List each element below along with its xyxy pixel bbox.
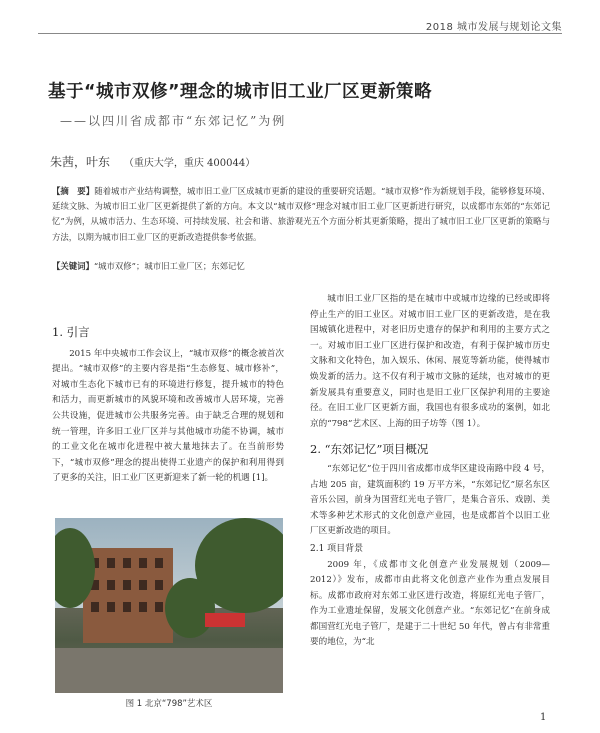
- abstract-text: 随着城市产业结构调整，城市旧工业厂区成城市更新的建设的重要研究话题。“城市双修”作为新规划手段，能够修复环境、延续文脉、为城市旧工业厂区更新提供了新的方向。本文以“城市双修”理念对城市旧工业厂区更新进行研究，以成都市东郊的“东郊记忆”为例，从城市活力、生态环境、可持续发展、社会和谐、旅游观光五个方面分析其更新策略，提出了城市旧工业厂区更新的策略与方法，以期为城市旧工业厂区的更新改造提供参考依据。: [52, 186, 550, 242]
- page-number: 1: [540, 712, 547, 723]
- photo-banner: [205, 613, 245, 627]
- section-2-1-heading: 2.1 项目背景: [310, 543, 364, 554]
- abstract-label: 【摘 要】: [52, 186, 95, 196]
- intro-continued-paragraph: 城市旧工业厂区指的是在城市中或城市边缘的已经或即将停止生产的旧工业区。对城市旧工业厂区的更新改造，是在我国城镇化进程中，对老旧历史遗存的保护和利用的主要方式之一。对城市旧工业厂区进行保护和改造，有利于保护城市历史文脉和文化特色，加入娱乐、休闲、展览等新功能，使得城市焕发新的活力。这不仅有利于城市文脉的延续，也对城市的更新发展具有重要意义，同时也是旧工业厂区保护利用的主要途径。在旧工业厂区更新方面，我国也有很多成功的案例，如北京的“798”艺术区、上海的田子坊等（图 1）。: [310, 294, 550, 429]
- running-title: 2018 城市发展与规划论文集: [425, 22, 562, 33]
- photo-tree: [165, 578, 215, 638]
- keywords-label: 【关键词】: [52, 261, 94, 271]
- keywords-text: “城市双修”；城市旧工业厂区；东郊记忆: [93, 261, 245, 271]
- right-column: [310, 292, 550, 651]
- abstract: [52, 184, 550, 245]
- author-affiliation: （重庆大学，重庆 400044）: [123, 158, 256, 169]
- figure-798-photo: [55, 518, 283, 693]
- left-column: [52, 325, 284, 487]
- author-names: 朱茜，叶东: [50, 155, 111, 169]
- photo-street: [55, 648, 283, 693]
- paper-subtitle: ——以四川省成都市“东郊记忆”为例: [60, 114, 287, 128]
- running-header: [0, 8, 600, 42]
- section-2-heading: 2. “东郊记忆”项目概况: [310, 442, 429, 457]
- keywords: [52, 260, 550, 272]
- section-2-1-paragraph: 2009 年，《成都市文化创意产业发展规划（2009—2012）》发布，成都市由此将文化创意产业作为重点发展目标。成都市政府对东郊工业区进行改造，将原红光电子管厂，作为工业遗址保留，发展文化创意产业。“东郊记忆”在前身成都国营红光电子管厂，是建于二十世纪 50 年代，曾占有非常重要的地位，为“北: [310, 559, 550, 648]
- section-2-paragraph: “东郊记忆”位于四川省成都市成华区建设南路中段 4 号，占地 205 亩，建筑面积约 19 万平方米，“东郊记忆”原名东区音乐公园，前身为国营红光电子管厂，是集合音乐、戏剧、美术等多种艺术形式的文化创意产业园，也是成都首个以旧工业厂区更新改造的项目。: [310, 463, 550, 537]
- section-1-heading: 1. 引言: [52, 325, 90, 339]
- figure-caption: 图 1 北京“798”艺术区: [125, 699, 213, 709]
- header-rule: [38, 33, 562, 34]
- photo-brick-building: [83, 548, 173, 643]
- section-1-paragraph: 2015 年中央城市工作会议上，“城市双修”的概念被首次提出。“城市双修”的主要内容是指“生态修复、城市修补”，对城市生态化下城市已有的环境进行修复，提升城市的特色和活力，而更新城市的风貌环境和改善城市人居环境，完善公共设施，促进城市公共服务完善。由于缺乏合理的规划和统一管理，许多旧工业厂区并与其他城市功能不协调，城市的工业文化在城市化进程中被大量地抹去了。在当前形势下，“城市双修”理念的提出使得工业遗产的保护和利用得到了更多的关注，旧工业厂区更新迎来了新一轮的机遇 [1]。: [52, 348, 284, 484]
- paper-title: 基于“城市双修”理念的城市旧工业厂区更新策略: [48, 82, 433, 102]
- author-line: [50, 153, 570, 170]
